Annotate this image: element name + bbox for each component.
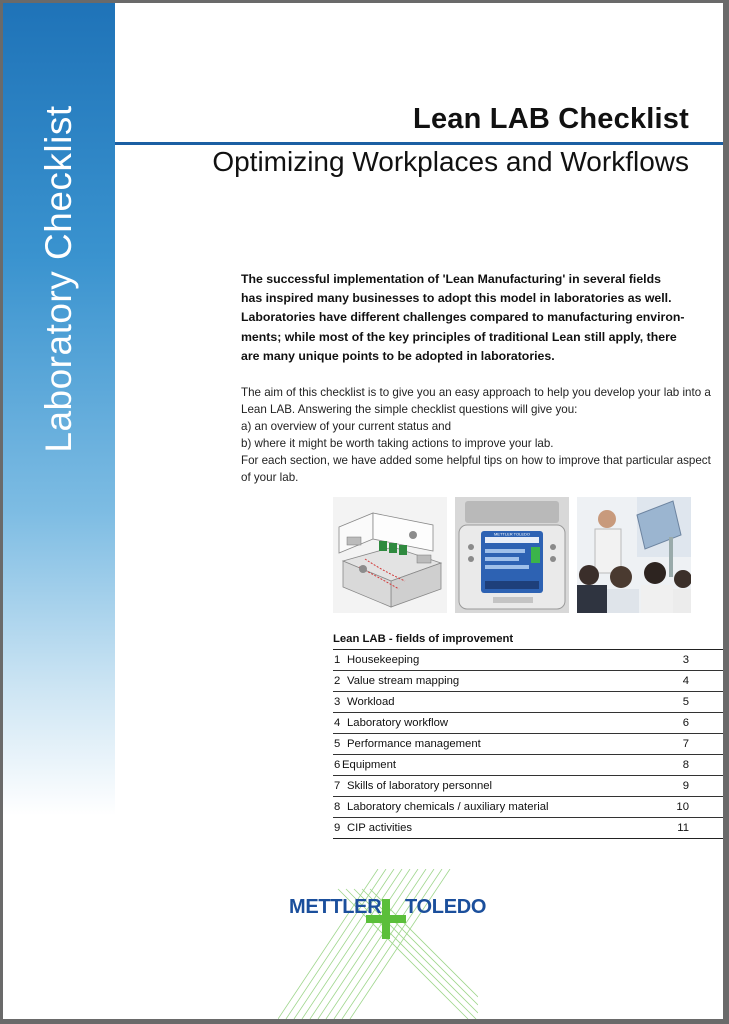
intro-bold-line: has inspired many businesses to adopt this model in laboratories as well. xyxy=(241,291,672,306)
toc-row-page: 5 xyxy=(682,696,689,708)
sidebar-title: Laboratory Checklist xyxy=(38,105,79,453)
toc-row-page: 3 xyxy=(682,654,689,666)
toc-row xyxy=(333,692,723,713)
toc-row xyxy=(333,818,723,839)
toc-row-number: 2 xyxy=(334,675,341,687)
toc-row-page: 10 xyxy=(676,801,689,813)
toc-row-number: 3 xyxy=(334,696,341,708)
intro-bold-paragraph xyxy=(241,270,693,366)
logo-pattern-lines xyxy=(278,869,478,1019)
toc-row-label: Laboratory chemicals / auxiliary material xyxy=(347,801,549,813)
toc-row-number: 7 xyxy=(334,780,341,792)
toc-row-number: 4 xyxy=(334,717,341,729)
toc-row xyxy=(333,776,723,797)
intro-line: a) an overview of your current status and xyxy=(241,420,452,433)
toc-row-number: 1 xyxy=(334,654,341,666)
intro-line: of your lab. xyxy=(241,471,299,484)
logo-text-left: METTLER xyxy=(289,896,382,918)
intro-bold-line: are many unique points to be adopted in laboratories. xyxy=(241,348,555,363)
toc-row-page: 11 xyxy=(677,822,689,834)
toc-row-number: 5 xyxy=(334,738,341,750)
lab-workplace-illustration xyxy=(333,497,447,613)
toc-row xyxy=(333,713,723,734)
toc-row-number: 8 xyxy=(334,801,341,813)
toc-row xyxy=(333,671,723,692)
intro-bold-line: ments; while most of the key principles of traditional Lean still apply, there xyxy=(241,329,677,344)
lab-training-photo xyxy=(577,497,691,613)
intro-line: For each section, we have added some helpful tips on how to improve that particular aspect xyxy=(241,454,711,467)
page-subtitle: Optimizing Workplaces and Workflows xyxy=(212,146,689,177)
toc-row xyxy=(333,650,723,671)
title-divider xyxy=(115,142,723,145)
toc-row-page: 8 xyxy=(682,759,689,771)
toc-row-page: 6 xyxy=(682,717,689,729)
balance-terminal-photo xyxy=(455,497,569,613)
toc-title: Lean LAB - fields of improvement xyxy=(333,633,514,645)
table-of-contents xyxy=(333,649,723,839)
toc-row-number: 9 xyxy=(334,822,341,834)
intro-line: b) where it might be worth taking actions to improve your lab. xyxy=(241,437,554,450)
toc-row xyxy=(333,755,723,776)
toc-row-page: 9 xyxy=(682,780,689,792)
toc-row-label: Workload xyxy=(347,696,395,708)
toc-row xyxy=(333,734,723,755)
toc-row-label: Equipment xyxy=(342,759,397,771)
document-page xyxy=(3,3,723,1019)
terminal-brand-text: METTLER TOLEDO xyxy=(493,531,531,537)
toc-row-label: CIP activities xyxy=(347,822,413,834)
toc-row-label: Performance management xyxy=(347,738,481,750)
logo-text-right: TOLEDO xyxy=(405,896,487,918)
toc-row xyxy=(333,797,723,818)
intro-paragraph xyxy=(241,384,711,486)
intro-line: The aim of this checklist is to give you an easy approach to help you develop your lab into a xyxy=(241,386,711,399)
toc-row-number: 6 xyxy=(334,759,341,771)
intro-bold-line: The successful implementation of 'Lean Manufacturing' in several fields xyxy=(241,272,661,286)
toc-row-page: 7 xyxy=(682,738,689,750)
toc-row-label: Laboratory workflow xyxy=(347,717,449,729)
sidebar-band xyxy=(3,3,115,1019)
intro-bold-line: Laboratories have different challenges compared to manufacturing environ- xyxy=(241,310,685,325)
toc-row-label: Housekeeping xyxy=(347,654,420,666)
toc-row-page: 4 xyxy=(682,675,689,687)
page-title: Lean LAB Checklist xyxy=(413,103,689,135)
toc-row-label: Skills of laboratory personnel xyxy=(347,780,493,792)
intro-line: Lean LAB. Answering the simple checklist questions will give you: xyxy=(241,403,578,416)
toc-row-label: Value stream mapping xyxy=(347,675,460,687)
